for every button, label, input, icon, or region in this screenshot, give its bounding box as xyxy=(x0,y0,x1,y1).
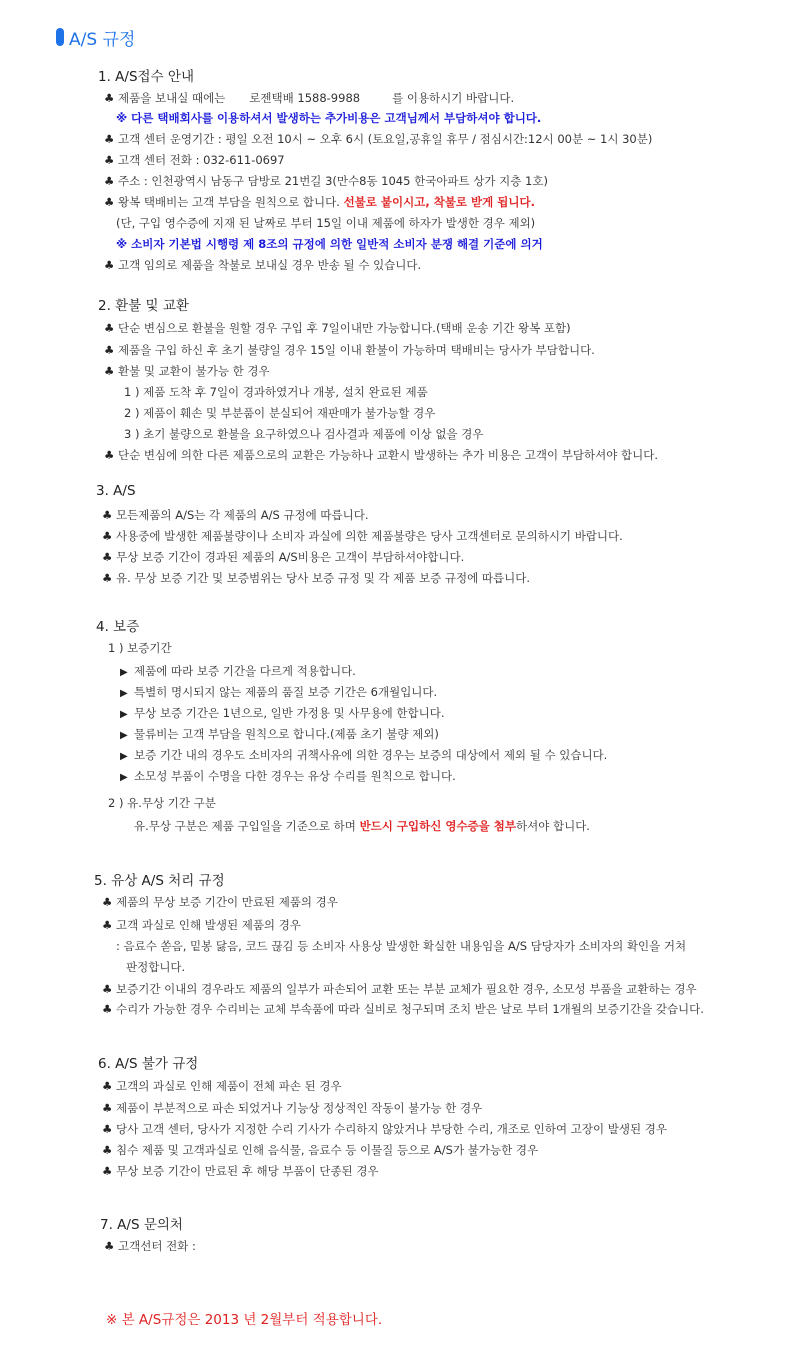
s3-line-1: ♣ 모든제품의 A/S는 각 제품의 A/S 규정에 따릅니다. xyxy=(102,508,369,522)
club-icon: ♣ xyxy=(102,571,113,585)
club-icon: ♣ xyxy=(104,258,115,272)
club-icon: ♣ xyxy=(104,132,115,146)
s1-line-7: (단, 구입 영수증에 지재 된 날짜로 부터 15일 이내 제품에 하자가 발생한 경우 제외) xyxy=(116,216,536,230)
club-icon: ♣ xyxy=(102,982,113,996)
s5-line-1: ♣ 제품의 무상 보증 기간이 만료된 제품의 경우 xyxy=(102,895,338,909)
club-icon: ♣ xyxy=(104,343,115,357)
s1-line-6: ♣ 왕복 택배비는 고객 부담을 원칙으로 합니다. 선불로 붙이시고, 착불로 받게 됩니다. xyxy=(104,195,535,209)
s4-sub-1: 1 ) 보증기간 xyxy=(108,641,172,655)
s2-line-3: ♣ 환불 및 교환이 불가능 한 경우 xyxy=(104,364,270,378)
title-pill-icon xyxy=(56,28,64,46)
s5-line-6: ♣ 수리가 가능한 경우 수리비는 교체 부속품에 따라 실비로 청구되며 조치 받은 날로 부터 1개월의 보증기간을 갖습니다. xyxy=(102,1002,704,1016)
section-7-heading: 7. A/S 문의처 xyxy=(100,1217,183,1233)
s6-line-3: ♣ 당사 고객 센터, 당사가 지정한 수리 기사가 수리하지 않았거나 부당한 수리, 개조로 인하여 고장이 발생된 경우 xyxy=(102,1122,667,1136)
s2-line-2: ♣ 제품을 구입 하신 후 초기 불량일 경우 15일 이내 환불이 가능하며 택배비는 당사가 부담합니다. xyxy=(104,343,595,357)
s4-sub-2-text: 유.무상 구분은 제품 구입일을 기준으로 하며 반드시 구입하신 영수증을 첨부하셔야 합니다. xyxy=(134,819,590,833)
s7-line-1: ♣ 고객선터 전화 : xyxy=(104,1239,196,1253)
s4-bullet-2: ▶ 특별히 명시되지 않는 제품의 품질 보증 기간은 6개월입니다. xyxy=(120,684,437,702)
s5-line-4: 판정합니다. xyxy=(126,960,186,974)
s2-line-1: ♣ 단순 변심으로 환불을 원할 경우 구입 후 7일이내만 가능합니다.(택배 운송 기간 왕복 포함) xyxy=(104,321,571,335)
triangle-icon: ▶ xyxy=(120,730,128,741)
s4-bullet-6: ▶ 소모성 부품이 수명을 다한 경우는 유상 수리를 원칙으로 합니다. xyxy=(120,768,456,786)
page-title xyxy=(56,24,135,50)
club-icon: ♣ xyxy=(104,448,115,462)
s5-line-2: ♣ 고객 과실로 인해 발생된 제품의 경우 xyxy=(102,918,301,932)
club-icon: ♣ xyxy=(102,918,113,932)
club-icon: ♣ xyxy=(104,1239,115,1253)
s6-line-4: ♣ 침수 제품 및 고객과실로 인해 음식물, 음료수 등 이물질 등으로 A/S가 불가능한 경우 xyxy=(102,1143,539,1157)
s6-line-2: ♣ 제품이 부분적으로 파손 되었거나 기능상 정상적인 작동이 불가능 한 경우 xyxy=(102,1101,483,1115)
s2-item-3: 3 ) 초기 불량으로 환불을 요구하였으나 검사결과 제품에 이상 없을 경우 xyxy=(124,427,484,441)
s4-bullet-1: ▶ 제품에 따라 보증 기간을 다르게 적용합니다. xyxy=(120,663,356,681)
s1-notice-blue-2: ※ 소비자 기본법 시행령 제 8조의 규정에 의한 일반적 소비자 분쟁 해결 기준에 의거 xyxy=(116,237,543,251)
club-icon: ♣ xyxy=(102,508,113,522)
club-icon: ♣ xyxy=(104,364,115,378)
s1-line-3: ♣ 고객 센터 운영기간 : 평일 오전 10시 ~ 오후 6시 (토요일,공휴일 휴무 / 점심시간:12시 00분 ~ 1시 30분) xyxy=(104,132,653,146)
section-5-heading: 5. 유상 A/S 처리 규정 xyxy=(94,873,225,889)
club-icon: ♣ xyxy=(104,174,115,188)
triangle-icon: ▶ xyxy=(120,688,128,699)
club-icon: ♣ xyxy=(102,529,113,543)
section-6-heading: 6. A/S 불가 규정 xyxy=(98,1056,199,1072)
s3-line-3: ♣ 무상 보증 기간이 경과된 제품의 A/S비용은 고객이 부담하셔야합니다. xyxy=(102,550,465,564)
triangle-icon: ▶ xyxy=(120,772,128,783)
club-icon: ♣ xyxy=(102,1101,113,1115)
s1-line-9: ♣ 고객 임의로 제품을 착불로 보내실 경우 반송 될 수 있습니다. xyxy=(104,258,422,272)
s4-bullet-4: ▶ 물류비는 고객 부담을 원칙으로 합니다.(제품 초기 불량 제외) xyxy=(120,726,439,744)
s2-item-2: 2 ) 제품이 훼손 및 부분품이 분실되어 재판매가 불가능할 경우 xyxy=(124,406,436,420)
club-icon: ♣ xyxy=(102,895,113,909)
s3-line-2: ♣ 사용중에 발생한 제품불량이나 소비자 과실에 의한 제품불량은 당사 고객센터로 문의하시기 바랍니다. xyxy=(102,529,623,543)
s6-line-1: ♣ 고객의 과실로 인해 제품이 전체 파손 된 경우 xyxy=(102,1079,342,1093)
club-icon: ♣ xyxy=(104,321,115,335)
club-icon: ♣ xyxy=(104,91,115,105)
club-icon: ♣ xyxy=(102,1122,113,1136)
club-icon: ♣ xyxy=(102,1002,113,1016)
s5-line-3: : 음료수 쏟음, 밑봉 닳음, 코드 끊김 등 소비자 사용상 발생한 확실한 내용임을 A/S 담당자가 소비자의 확인을 거쳐 xyxy=(116,939,687,953)
triangle-icon: ▶ xyxy=(120,709,128,720)
s1-line-5: ♣ 주소 : 인천광역시 남동구 담방로 21번길 3(만수8동 1045 한국아파트 상가 지층 1호) xyxy=(104,174,548,188)
footer-notice: ※ 본 A/S규정은 2013 년 2월부터 적용합니다. xyxy=(106,1312,383,1328)
club-icon: ♣ xyxy=(102,1143,113,1157)
section-2-heading: 2. 환불 및 교환 xyxy=(98,298,189,314)
s3-line-4: ♣ 유. 무상 보증 기간 및 보증범위는 당사 보증 규정 및 각 제품 보증 규정에 따릅니다. xyxy=(102,571,530,585)
s1-line-4: ♣ 고객 센터 전화 : 032-611-0697 xyxy=(104,153,285,167)
s1-line-1: ♣ 제품을 보내실 때에는 로젠택배 1588-9988 를 이용하시기 바랍니다. xyxy=(104,91,515,105)
s6-line-5: ♣ 무상 보증 기간이 만료된 후 해당 부품이 단종된 경우 xyxy=(102,1164,379,1178)
club-icon: ♣ xyxy=(102,1164,113,1178)
triangle-icon: ▶ xyxy=(120,751,128,762)
section-4-heading: 4. 보증 xyxy=(96,619,140,635)
section-3-heading: 3. A/S xyxy=(96,483,136,499)
s1-notice-blue: ※ 다른 택배회사를 이용하셔서 발생하는 추가비용은 고객님께서 부담하셔야 합니다. xyxy=(116,111,542,125)
club-icon: ♣ xyxy=(104,195,115,209)
page-title-text: A/S 규정 xyxy=(69,29,136,50)
s4-bullet-5: ▶ 보증 기간 내의 경우도 소비자의 귀책사유에 의한 경우는 보증의 대상에서 제외 될 수 있습니다. xyxy=(120,747,607,765)
section-1-heading: 1. A/S접수 안내 xyxy=(98,69,194,85)
club-icon: ♣ xyxy=(102,1079,113,1093)
club-icon: ♣ xyxy=(104,153,115,167)
s4-bullet-3: ▶ 무상 보증 기간은 1년으로, 일반 가정용 및 사무용에 한합니다. xyxy=(120,705,445,723)
triangle-icon: ▶ xyxy=(120,667,128,678)
s2-item-1: 1 ) 제품 도착 후 7일이 경과하였거나 개봉, 설치 완료된 제품 xyxy=(124,385,428,399)
s2-line-7: ♣ 단순 변심에 의한 다른 제품으로의 교환은 가능하나 교환시 발생하는 추가 비용은 고객이 부담하셔야 합니다. xyxy=(104,448,658,462)
club-icon: ♣ xyxy=(102,550,113,564)
s5-line-5: ♣ 보증기간 이내의 경우라도 제품의 일부가 파손되어 교환 또는 부분 교체가 필요한 경우, 소모성 부품을 교환하는 경우 xyxy=(102,982,697,996)
s4-sub-2: 2 ) 유.무상 기간 구분 xyxy=(108,796,216,810)
